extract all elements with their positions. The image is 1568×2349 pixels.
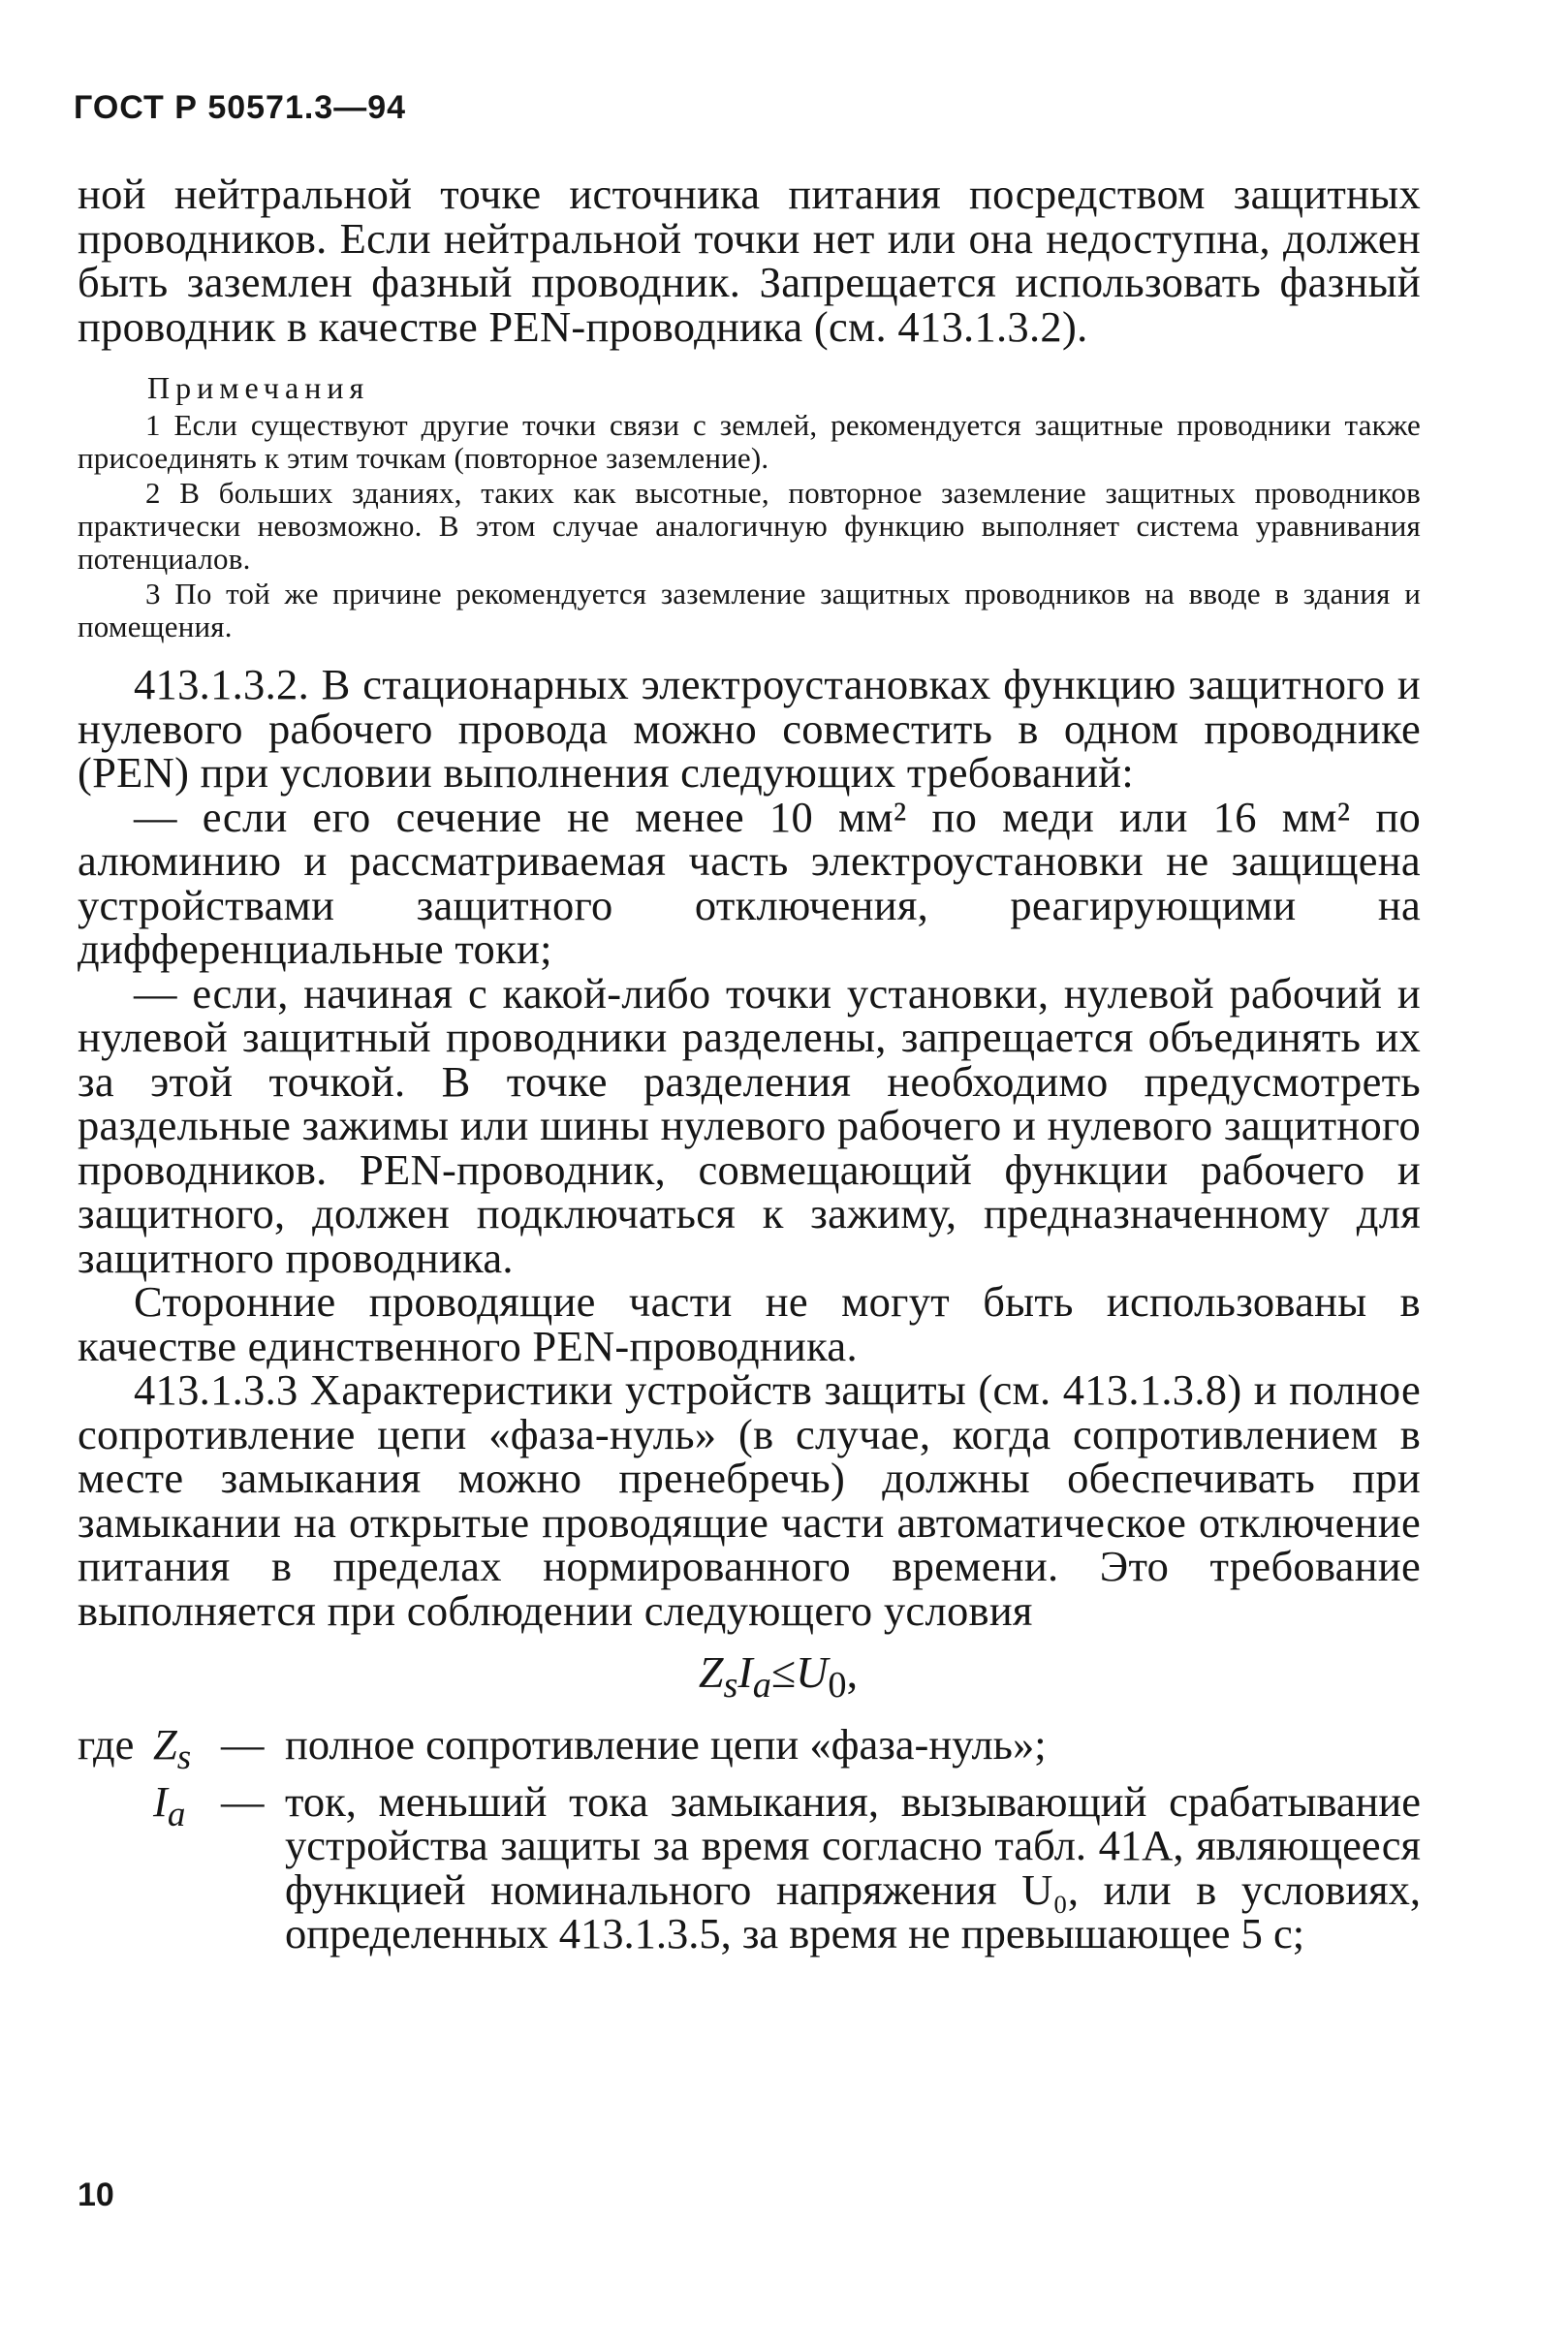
notes-heading: Примечания xyxy=(147,370,370,405)
formula xyxy=(78,1648,1421,1709)
formula-u-sub: 0 xyxy=(828,1665,847,1707)
definition-dash: — xyxy=(221,1720,265,1770)
formula-tail: , xyxy=(846,1647,859,1697)
note-3: 3 По той же причине рекомендуется заземление защитных проводников на вводе в здания и помещения. xyxy=(78,577,1421,643)
definition-lead: где xyxy=(78,1720,135,1770)
requirement-bullet-1: — если его сечение не менее 10 мм² по меди или 16 мм² по алюминию и рассматриваемая часть электроустановки не защищена устройствами защитного отключения, реагирующими на дифференциальные токи; xyxy=(78,792,1421,973)
paragraph-continued: ной нейтральной точке источника питания посредством защитных проводников. Если нейтральной точки нет или она недоступна, должен быть заземлен фазный проводник. Запрещается использовать фазный проводник в качестве PEN-проводника (см. 413.1.3.2). xyxy=(78,170,1421,351)
definition-symbol-main: I xyxy=(153,1776,168,1826)
definition-symbol-sub: s xyxy=(176,1738,192,1778)
definition-row xyxy=(78,1776,1421,1958)
clause-413-1-3-2: 413.1.3.2. В стационарных электроустановках функцию защитного и нулевого рабочего провода можно совместить в одном проводнике (PEN) при условии выполнения следующих требований: xyxy=(78,660,1421,797)
requirement-bullet-2: — если, начиная с какой-либо точки установки, нулевой рабочий и нулевой защитный проводники разделены, запрещается объединять их за этой точкой. В точке разделения необходимо предусмотреть раздельные зажимы или шины нулевого рабочего и нулевого защитного проводников. PEN-проводник, совмещающий функции рабочего и защитного, должен подключаться к зажиму, предназначенному для защитного проводника. xyxy=(78,968,1421,1282)
note-2: 2 В больших зданиях, таких как высотные, повторное заземление защитных проводников практически невозможно. В этом случае аналогичную функцию выполняет система уравнивания потенциалов. xyxy=(78,476,1421,576)
formula-i-sub: a xyxy=(752,1665,771,1707)
formula-u: U xyxy=(796,1647,829,1697)
formula-i: I xyxy=(737,1647,753,1697)
formula-op: ≤ xyxy=(770,1647,797,1697)
definition-text: ток, меньший тока замыкания, вызывающий срабатывание устройства защиты за время согласно табл. 41А, являющееся функцией номинального напряжения U₀, или в условиях, определенных 413.1.3.5, за время не превышающее 5 с; xyxy=(285,1776,1421,1958)
definition-lead xyxy=(78,1780,153,1957)
document-header: ГОСТ Р 50571.3—94 xyxy=(74,89,407,126)
clause-413-1-3-3: 413.1.3.3 Характеристики устройств защиты (см. 413.1.3.8) и полное сопротивление цепи «фаза-нуль» (в случае, когда сопротивлением в месте замыкания можно пренебречь) должны обеспечивать при замыкании на открытые проводящие части автоматическое отключение питания в пределах нормированного времени. Это требование выполняется при соблюдении следующего условия xyxy=(78,1365,1421,1635)
definition-dash: — xyxy=(221,1776,265,1826)
page-number: 10 xyxy=(78,2177,114,2213)
document-body xyxy=(78,172,1421,1957)
paragraph-third-party-parts: Сторонние проводящие части не могут быть использованы в качестве единственного PEN-проводника. xyxy=(78,1277,1421,1370)
definition-symbol xyxy=(153,1776,221,1957)
note-1: 1 Если существуют другие точки связи с землей, рекомендуется защитные проводники также присоединять к этим точкам (повторное заземление). xyxy=(78,408,1421,475)
definition-symbol xyxy=(153,1720,221,1779)
definitions-list xyxy=(78,1720,1421,1958)
notes-block xyxy=(78,368,1421,643)
formula-z-sub: s xyxy=(723,1665,738,1707)
definition-symbol-main: Z xyxy=(153,1720,177,1770)
definition-row xyxy=(78,1720,1421,1779)
formula-z: Z xyxy=(698,1647,724,1697)
definition-text: полное сопротивление цепи «фаза-нуль»; xyxy=(285,1720,1047,1770)
definition-symbol-sub: a xyxy=(167,1794,186,1834)
